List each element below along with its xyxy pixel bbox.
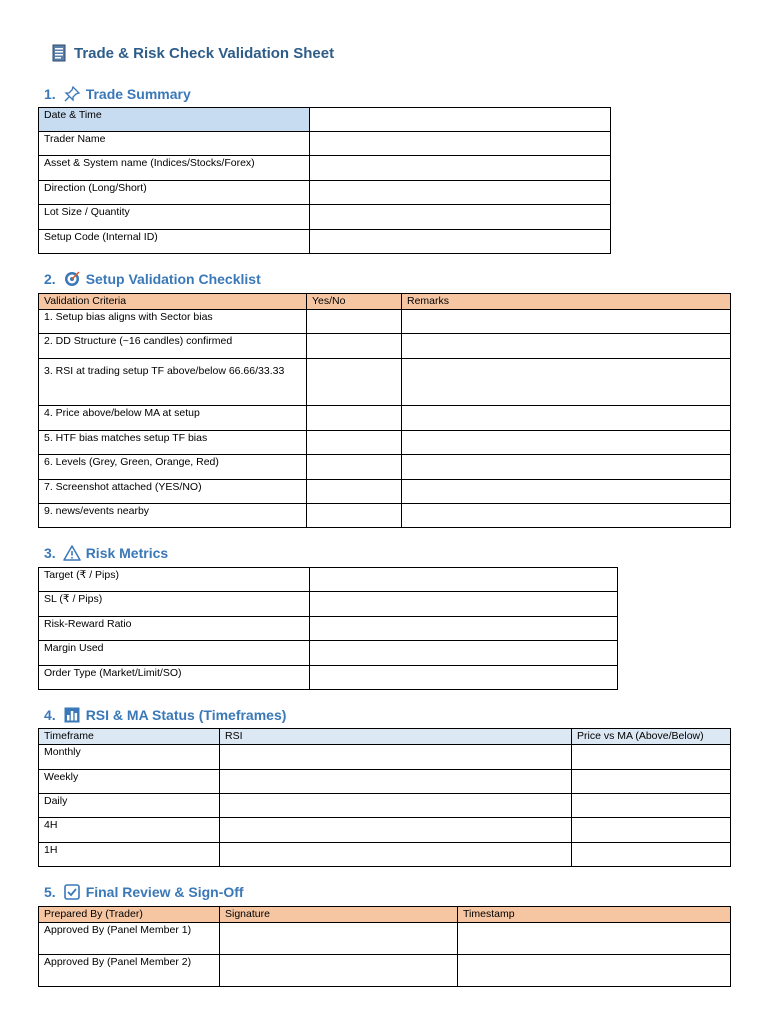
column-header: Prepared By (Trader): [39, 907, 220, 923]
section-heading-final-review: [44, 883, 244, 901]
rsi-field[interactable]: [220, 818, 572, 843]
criteria-label: 4. Price above/below MA at setup: [39, 406, 307, 431]
risk-metric-label: Risk-Reward Ratio: [39, 617, 310, 641]
table-row: [39, 818, 731, 843]
trade-summary-value-field[interactable]: [310, 181, 611, 205]
table-row: [39, 156, 611, 181]
column-header: Yes/No: [307, 294, 402, 310]
criteria-label: 5. HTF bias matches setup TF bias: [39, 431, 307, 455]
final-review-table: [38, 906, 731, 987]
criteria-label: 6. Levels (Grey, Green, Orange, Red): [39, 455, 307, 480]
section-title: Risk Metrics: [85, 545, 169, 561]
section-title: Final Review & Sign-Off: [85, 884, 244, 900]
table-row: [39, 108, 611, 132]
checkbox-icon: [63, 883, 81, 901]
trade-summary-value-field[interactable]: [310, 205, 611, 230]
warning-icon: [63, 544, 81, 562]
table-row: [39, 310, 731, 334]
table-row: [39, 181, 611, 205]
trade-summary-value-field[interactable]: [310, 108, 611, 132]
remarks-field[interactable]: [402, 310, 731, 334]
risk-metric-label: Margin Used: [39, 641, 310, 666]
table-row: [39, 132, 611, 156]
trade-summary-label: Trader Name: [39, 132, 310, 156]
table-row: [39, 770, 731, 794]
section-number: 4.: [44, 707, 56, 723]
timeframe-label: Monthly: [39, 745, 220, 770]
table-row: [39, 592, 618, 617]
table-row: [39, 504, 731, 528]
risk-metric-label: SL (₹ / Pips): [39, 592, 310, 617]
approver-label: Approved By (Panel Member 2): [39, 955, 220, 987]
target-icon: [63, 270, 81, 288]
yes-no-field[interactable]: [307, 431, 402, 455]
table-row: [39, 455, 731, 480]
table-row: [39, 334, 731, 359]
yes-no-field[interactable]: [307, 504, 402, 528]
yes-no-field[interactable]: [307, 310, 402, 334]
timeframe-label: Weekly: [39, 770, 220, 794]
table-row: [39, 955, 731, 987]
remarks-field[interactable]: [402, 359, 731, 406]
column-header: Timeframe: [39, 729, 220, 745]
page-title-text: Trade & Risk Check Validation Sheet: [74, 44, 335, 62]
approver-label: Approved By (Panel Member 1): [39, 923, 220, 955]
risk-metric-value-field[interactable]: [310, 666, 618, 690]
risk-metrics-table: [38, 567, 618, 690]
remarks-field[interactable]: [402, 431, 731, 455]
trade-summary-table: [38, 107, 611, 254]
trade-summary-label: Direction (Long/Short): [39, 181, 310, 205]
timeframe-label: 4H: [39, 818, 220, 843]
yes-no-field[interactable]: [307, 455, 402, 480]
table-row: [39, 794, 731, 818]
price-vs-ma-field[interactable]: [572, 770, 731, 794]
table-row: [39, 359, 731, 406]
price-vs-ma-field[interactable]: [572, 818, 731, 843]
section-heading-rsi-ma: [44, 706, 286, 724]
table-header-row: [39, 729, 731, 745]
table-row: [39, 923, 731, 955]
trade-summary-value-field[interactable]: [310, 230, 611, 254]
table-header-row: [39, 907, 731, 923]
risk-metric-label: Target (₹ / Pips): [39, 568, 310, 592]
criteria-label: 3. RSI at trading setup TF above/below 66.66/33.33: [39, 359, 307, 406]
yes-no-field[interactable]: [307, 480, 402, 504]
table-row: [39, 568, 618, 592]
yes-no-field[interactable]: [307, 334, 402, 359]
section-number: 3.: [44, 545, 56, 561]
rsi-field[interactable]: [220, 745, 572, 770]
column-header: Remarks: [402, 294, 731, 310]
rsi-field[interactable]: [220, 770, 572, 794]
signature-field[interactable]: [220, 923, 458, 955]
criteria-label: 9. news/events nearby: [39, 504, 307, 528]
price-vs-ma-field[interactable]: [572, 794, 731, 818]
section-heading-trade-summary: [44, 85, 191, 103]
timeframe-label: 1H: [39, 843, 220, 867]
timestamp-field[interactable]: [458, 955, 731, 987]
column-header: Signature: [220, 907, 458, 923]
section-heading-risk-metrics: [44, 544, 168, 562]
criteria-label: 1. Setup bias aligns with Sector bias: [39, 310, 307, 334]
table-row: [39, 431, 731, 455]
table-row: [39, 480, 731, 504]
table-row: [39, 230, 611, 254]
risk-metric-value-field[interactable]: [310, 592, 618, 617]
section-title: RSI & MA Status (Timeframes): [85, 707, 287, 723]
table-row: [39, 843, 731, 867]
risk-metric-value-field[interactable]: [310, 568, 618, 592]
criteria-label: 7. Screenshot attached (YES/NO): [39, 480, 307, 504]
timestamp-field[interactable]: [458, 923, 731, 955]
table-row: [39, 205, 611, 230]
document-icon: [50, 44, 68, 62]
column-header: Timestamp: [458, 907, 731, 923]
trade-summary-value-field[interactable]: [310, 132, 611, 156]
table-row: [39, 617, 618, 641]
column-header: Price vs MA (Above/Below): [572, 729, 731, 745]
column-header: Validation Criteria: [39, 294, 307, 310]
remarks-field[interactable]: [402, 406, 731, 431]
column-header: RSI: [220, 729, 572, 745]
section-number: 5.: [44, 884, 56, 900]
table-row: [39, 745, 731, 770]
risk-metric-value-field[interactable]: [310, 641, 618, 666]
remarks-field[interactable]: [402, 504, 731, 528]
trade-summary-label: Setup Code (Internal ID): [39, 230, 310, 254]
trade-summary-label: Asset & System name (Indices/Stocks/Forex): [39, 156, 310, 181]
section-heading-setup-validation: [44, 270, 261, 288]
criteria-label: 2. DD Structure (~16 candles) confirmed: [39, 334, 307, 359]
risk-metric-value-field[interactable]: [310, 617, 618, 641]
rsi-field[interactable]: [220, 843, 572, 867]
signature-field[interactable]: [220, 955, 458, 987]
pushpin-icon: [63, 85, 81, 103]
price-vs-ma-field[interactable]: [572, 745, 731, 770]
section-title: Trade Summary: [85, 86, 191, 102]
table-row: [39, 406, 731, 431]
risk-metric-label: Order Type (Market/Limit/SO): [39, 666, 310, 690]
page-title: [50, 44, 334, 62]
setup-validation-table: [38, 293, 731, 528]
timeframe-label: Daily: [39, 794, 220, 818]
section-title: Setup Validation Checklist: [85, 271, 261, 287]
price-vs-ma-field[interactable]: [572, 843, 731, 867]
rsi-ma-table: [38, 728, 731, 867]
table-row: [39, 666, 618, 690]
section-number: 1.: [44, 86, 56, 102]
remarks-field[interactable]: [402, 334, 731, 359]
yes-no-field[interactable]: [307, 406, 402, 431]
table-row: [39, 641, 618, 666]
bar-chart-icon: [63, 706, 81, 724]
remarks-field[interactable]: [402, 455, 731, 480]
trade-summary-label: Lot Size / Quantity: [39, 205, 310, 230]
table-header-row: [39, 294, 731, 310]
trade-summary-value-field[interactable]: [310, 156, 611, 181]
remarks-field[interactable]: [402, 480, 731, 504]
section-number: 2.: [44, 271, 56, 287]
trade-summary-label: Date & Time: [39, 108, 310, 132]
yes-no-field[interactable]: [307, 359, 402, 406]
rsi-field[interactable]: [220, 794, 572, 818]
